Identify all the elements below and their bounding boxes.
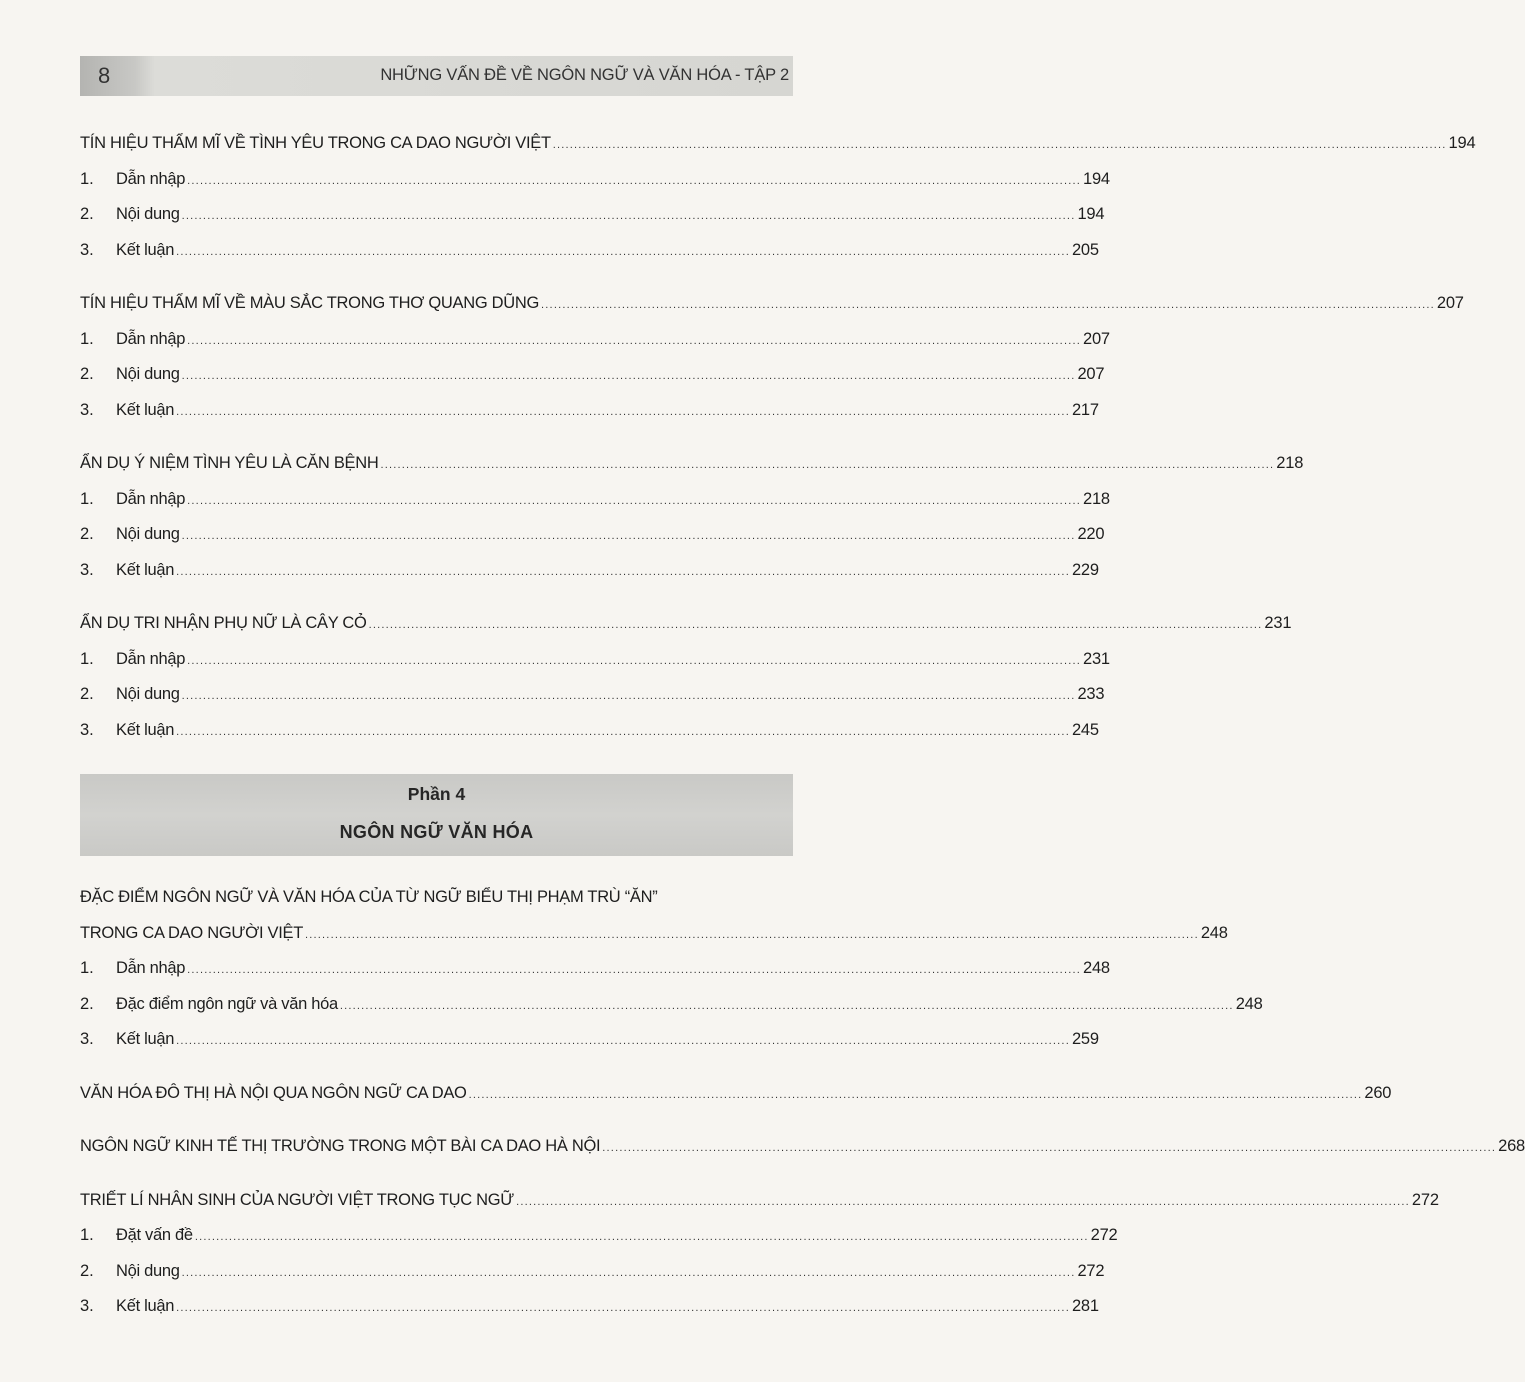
toc-subentry[interactable] — [80, 357, 1105, 393]
sub-page: 245 — [1071, 720, 1099, 739]
sub-number: 2. — [80, 365, 94, 383]
toc-entry[interactable] — [80, 126, 1476, 162]
toc-subentry[interactable] — [80, 322, 1110, 358]
toc-subentry[interactable] — [80, 1289, 1099, 1325]
toc-subentry[interactable] — [80, 951, 1110, 987]
toc-subentry[interactable] — [80, 677, 1105, 713]
entry-title: VĂN HÓA ĐÔ THỊ HÀ NỘI QUA NGÔN NGỮ CA DAO — [80, 1083, 467, 1102]
sub-page: 207 — [1077, 365, 1105, 383]
sub-number: 1. — [80, 329, 94, 348]
toc-subentry[interactable] — [80, 1022, 1099, 1058]
dot-leader: .................................................................................................................................................................................................................. — [468, 1088, 1363, 1101]
sub-label: Dẫn nhập — [116, 489, 186, 508]
sub-page: 220 — [1077, 525, 1105, 543]
running-header — [80, 56, 793, 96]
toc-top — [80, 126, 1476, 766]
sub-label: Dẫn nhập — [116, 649, 186, 668]
sub-number: 1. — [80, 649, 94, 668]
toc-entry[interactable] — [80, 1076, 1392, 1112]
dot-leader: .................................................................................................................................................................................................................. — [176, 1035, 1070, 1047]
dot-leader: .................................................................................................................................................................................................................. — [187, 174, 1081, 187]
entry-page: 248 — [1200, 923, 1228, 942]
toc-subentry[interactable] — [80, 162, 1110, 198]
sub-label: Dẫn nhập — [116, 959, 186, 977]
sub-page: 194 — [1077, 205, 1105, 223]
dot-leader: .................................................................................................................................................................................................................. — [187, 964, 1081, 976]
dot-leader: .................................................................................................................................................................................................................. — [176, 405, 1070, 418]
toc-section — [80, 446, 1304, 588]
sub-number: 3. — [80, 560, 94, 579]
dot-leader: .................................................................................................................................................................................................................. — [552, 139, 1447, 151]
toc-section — [80, 1183, 1439, 1325]
sub-number: 3. — [80, 720, 94, 739]
running-title: NHỮNG VẤN ĐỀ VỀ NGÔN NGỮ VÀ VĂN HÓA - TẬP 2 — [380, 66, 789, 84]
toc-subentry[interactable] — [80, 642, 1110, 678]
sub-label: Nội dung — [116, 1261, 180, 1280]
dot-leader: .................................................................................................................................................................................................................. — [181, 370, 1076, 382]
toc-subentry[interactable] — [80, 233, 1099, 269]
dot-leader: .................................................................................................................................................................................................................. — [181, 690, 1076, 702]
sub-number: 1. — [80, 1226, 94, 1244]
entry-page: 268 — [1498, 1137, 1525, 1155]
sub-label: Nội dung — [116, 525, 180, 543]
dot-leader: .................................................................................................................................................................................................................. — [339, 999, 1234, 1012]
entry-page: 207 — [1436, 294, 1464, 312]
sub-page: 205 — [1071, 240, 1099, 259]
sub-page: 281 — [1071, 1297, 1099, 1315]
sub-label: Dẫn nhập — [116, 169, 186, 188]
page-number: 8 — [98, 63, 111, 88]
dot-leader: .................................................................................................................................................................................................................. — [368, 619, 1263, 631]
toc-entry[interactable] — [80, 446, 1304, 482]
sub-number: 3. — [80, 1297, 94, 1315]
sub-page: 207 — [1082, 329, 1110, 348]
sub-page: 217 — [1071, 400, 1099, 419]
dot-leader: .................................................................................................................................................................................................................. — [176, 725, 1070, 738]
entry-title: ĐẶC ĐIỂM NGÔN NGỮ VÀ VĂN HÓA CỦA TỪ NGỮ BIỂU THỊ PHẠM TRÙ “ĂN” — [80, 888, 658, 906]
sub-label: Kết luận — [116, 1030, 175, 1048]
dot-leader: .................................................................................................................................................................................................................. — [194, 1231, 1089, 1243]
toc-section — [80, 1076, 1392, 1112]
entry-title: NGÔN NGỮ KINH TẾ THỊ TRƯỜNG TRONG MỘT BÀI CA DAO HÀ NỘI — [80, 1137, 601, 1155]
entry-title-cont: TRONG CA DAO NGƯỜI VIỆT — [80, 923, 304, 942]
dot-leader: .................................................................................................................................................................................................................. — [541, 299, 1435, 311]
sub-label: Đặc điểm ngôn ngữ và văn hóa — [116, 994, 338, 1013]
sub-page: 259 — [1071, 1030, 1099, 1048]
dot-leader: .................................................................................................................................................................................................................. — [380, 459, 1275, 471]
sub-number: 1. — [80, 169, 94, 188]
sub-label: Nội dung — [116, 205, 180, 223]
dot-leader: .................................................................................................................................................................................................................. — [176, 565, 1070, 578]
toc-subentry[interactable] — [80, 482, 1110, 518]
sub-number: 2. — [80, 994, 94, 1013]
sub-number: 2. — [80, 525, 94, 543]
sub-page: 194 — [1082, 169, 1110, 188]
toc-subentry[interactable] — [80, 987, 1263, 1023]
sub-label: Nội dung — [116, 365, 180, 383]
toc-entry[interactable] — [80, 916, 1228, 952]
entry-title: TRIẾT LÍ NHÂN SINH CỦA NGƯỜI VIỆT TRONG TỤC NGỮ — [80, 1190, 515, 1209]
sub-page: 229 — [1071, 560, 1099, 579]
toc-section — [80, 880, 1263, 1058]
toc-entry[interactable] — [80, 1129, 1525, 1165]
toc-subentry[interactable] — [80, 197, 1105, 233]
toc-section — [80, 1129, 1525, 1165]
entry-page: 272 — [1411, 1190, 1439, 1209]
sub-label: Kết luận — [116, 560, 175, 579]
toc-subentry[interactable] — [80, 393, 1099, 429]
toc-subentry[interactable] — [80, 713, 1099, 749]
entry-page: 260 — [1364, 1083, 1392, 1102]
toc-subentry[interactable] — [80, 1218, 1118, 1254]
dot-leader: .................................................................................................................................................................................................................. — [305, 928, 1199, 941]
part-label: Phần 4 — [407, 784, 466, 804]
entry-title: ẨN DỤ Ý NIỆM TÌNH YÊU LÀ CĂN BỆNH — [80, 454, 379, 472]
sub-label: Kết luận — [116, 400, 175, 419]
dot-leader: .................................................................................................................................................................................................................. — [181, 530, 1076, 542]
toc-section — [80, 606, 1292, 748]
sub-label: Nội dung — [116, 685, 180, 703]
toc-subentry[interactable] — [80, 517, 1105, 553]
sub-page: 218 — [1082, 489, 1110, 508]
sub-label: Dẫn nhập — [116, 329, 186, 348]
toc-entry[interactable] — [80, 286, 1464, 322]
dot-leader: .................................................................................................................................................................................................................. — [187, 494, 1081, 507]
sub-page: 233 — [1077, 685, 1105, 703]
entry-title: TÍN HIỆU THẨM MĨ VỀ TÌNH YÊU TRONG CA DAO NGƯỜI VIỆT — [80, 134, 551, 152]
entry-title: TÍN HIỆU THẨM MĨ VỀ MÀU SẮC TRONG THƠ QUANG DŨNG — [80, 294, 540, 312]
sub-number: 3. — [80, 1030, 94, 1048]
sub-number: 2. — [80, 685, 94, 703]
dot-leader: .................................................................................................................................................................................................................. — [176, 1302, 1070, 1314]
sub-label: Đặt vấn đề — [116, 1226, 193, 1244]
sub-page: 231 — [1082, 649, 1110, 668]
dot-leader: .................................................................................................................................................................................................................. — [176, 245, 1070, 258]
toc-entry[interactable] — [80, 606, 1292, 642]
sub-number: 3. — [80, 240, 94, 259]
part-title: NGÔN NGỮ VĂN HÓA — [339, 822, 534, 842]
toc-entry-line1[interactable] — [80, 880, 793, 916]
dot-leader: .................................................................................................................................................................................................................. — [187, 654, 1081, 667]
sub-number: 1. — [80, 489, 94, 508]
entry-page: 231 — [1264, 614, 1292, 632]
sub-number: 3. — [80, 400, 94, 419]
entry-page: 194 — [1448, 134, 1476, 152]
sub-label: Kết luận — [116, 240, 175, 259]
entry-page: 218 — [1276, 454, 1304, 472]
toc-subentry[interactable] — [80, 1254, 1105, 1290]
dot-leader: .................................................................................................................................................................................................................. — [181, 210, 1076, 222]
dot-leader: .................................................................................................................................................................................................................. — [187, 334, 1081, 347]
dot-leader: .................................................................................................................................................................................................................. — [516, 1195, 1410, 1208]
toc-section — [80, 126, 1476, 268]
sub-page: 248 — [1082, 959, 1110, 977]
toc-entry[interactable] — [80, 1183, 1439, 1219]
sub-label: Kết luận — [116, 1297, 175, 1315]
sub-label: Kết luận — [116, 720, 175, 739]
dot-leader: .................................................................................................................................................................................................................. — [181, 1266, 1076, 1279]
sub-number: 2. — [80, 205, 94, 223]
toc-section — [80, 286, 1464, 428]
part-banner — [80, 774, 793, 856]
sub-number: 1. — [80, 959, 94, 977]
toc-bottom — [80, 880, 1525, 1343]
sub-page: 272 — [1090, 1226, 1118, 1244]
sub-page: 272 — [1077, 1261, 1105, 1280]
dot-leader: .................................................................................................................................................................................................................. — [602, 1142, 1497, 1154]
sub-page: 248 — [1235, 994, 1263, 1013]
sub-number: 2. — [80, 1261, 94, 1280]
entry-title: ẨN DỤ TRI NHẬN PHỤ NỮ LÀ CÂY CỎ — [80, 614, 367, 632]
toc-subentry[interactable] — [80, 553, 1099, 589]
